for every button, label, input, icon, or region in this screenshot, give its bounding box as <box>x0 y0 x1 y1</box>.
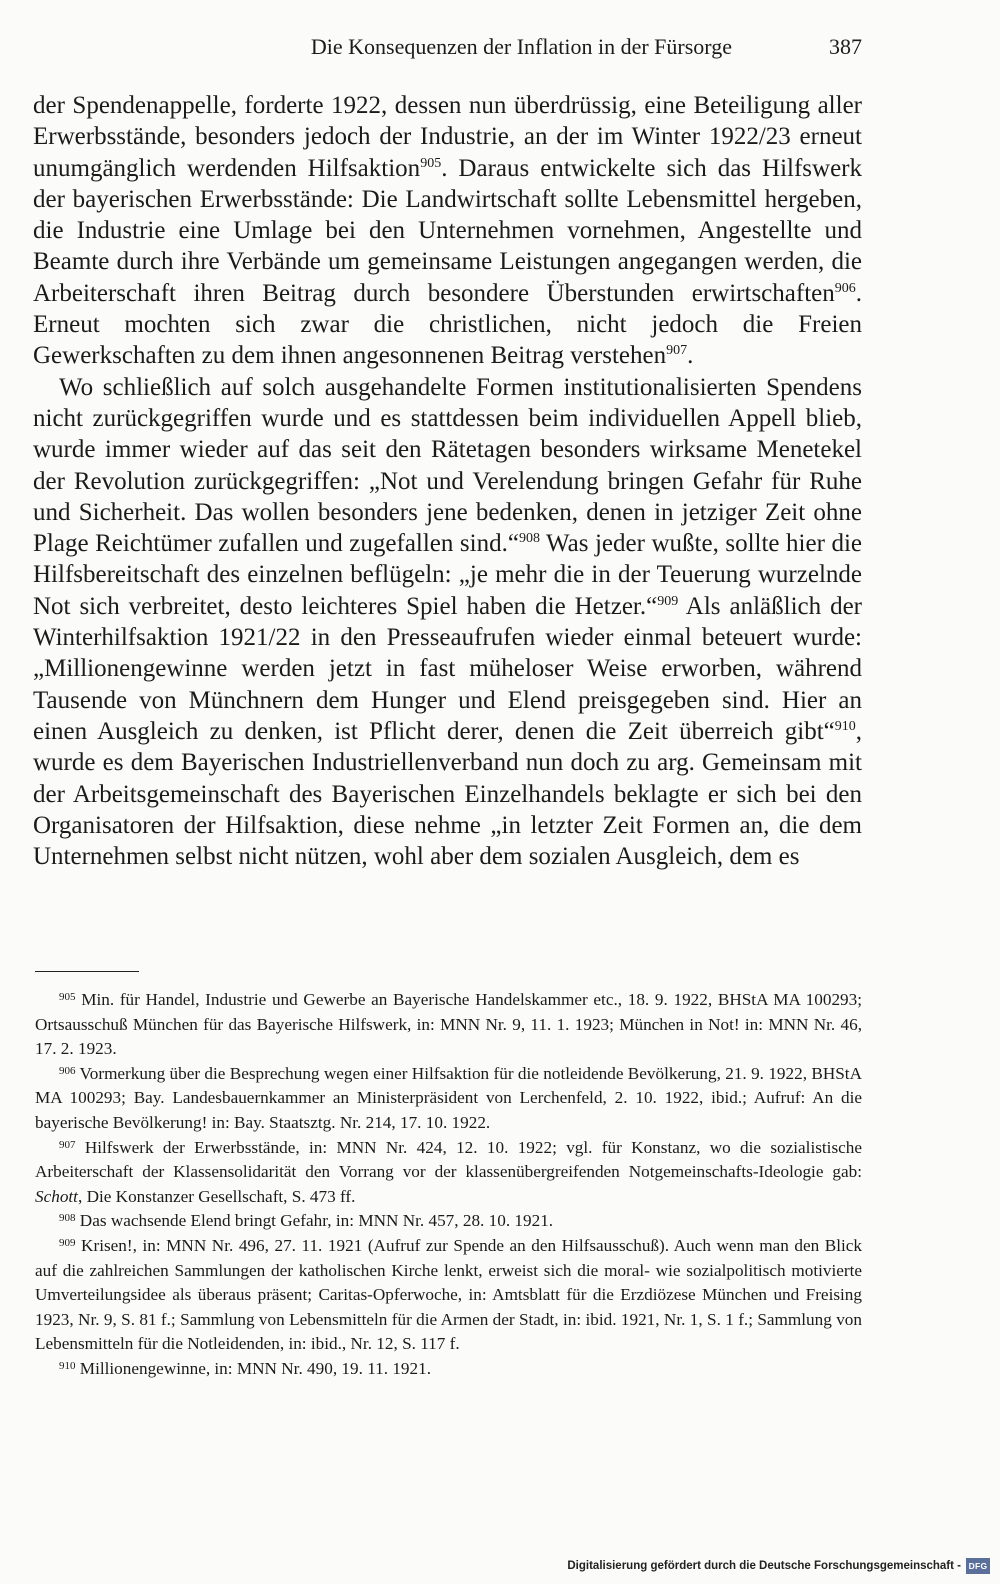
footnote-ref-910[interactable]: 910 <box>834 718 856 734</box>
footnote <box>35 988 862 1062</box>
text-run: Wo schließlich auf solch ausgehandelte Formen institutionalisierten Spendens nicht zurückgegriffen wurde und es stattdessen beim individuellen Appell blieb, wurde immer wieder auf das seit den Rätetagen besonders wirksame Menetekel der Revolution zurückgegriffen: „Not und Verelendung bringen Gefahr für Ruhe und Sicherheit. Das wollen besonders jene bedenken, denen in jetziger Zeit ohne Plage Reichtümer zufallen und zugefallen sind.“ <box>33 373 862 558</box>
footnote-text: Das wachsende Elend bringt Gefahr, in: MNN Nr. 457, 28. 10. 1921. <box>75 1211 554 1231</box>
footnote <box>35 1234 862 1357</box>
footnote <box>35 1357 862 1382</box>
footnote-ref-908[interactable]: 908 <box>518 531 540 547</box>
footnote-ref-909[interactable]: 909 <box>657 593 679 609</box>
footnote-text: Millionengewinne, in: MNN Nr. 490, 19. 11. 1921. <box>75 1358 432 1378</box>
text-run: . <box>687 342 694 370</box>
footnote-ref-906[interactable]: 906 <box>834 280 856 296</box>
text-run: . Daraus entwickelte sich das Hilfswerk der bayerischen Erwerbsstände: Die Landwirtschaft sollte Lebensmittel hergeben, die Industrie eine Umlage bei den Unternehmen vornehmen, Angestellte und Beamte durch ihre Verbände um gemeinsame Leistungen angegangen werden, die Arbeiterschaft ihren Beitrag durch besondere Überstunden erwirtschaften <box>33 154 862 307</box>
text-run: . Erneut mochten sich zwar die christlichen, nicht jedoch die Freien Gewerkschaften zu dem ihnen angesonnenen Beitrag verstehen <box>33 279 862 370</box>
footnote <box>35 1136 862 1210</box>
author-name: Schott <box>35 1186 78 1206</box>
footnote-number: 909 <box>59 1236 76 1249</box>
running-title: Die Konsequenzen der Inflation in der Fürsorge <box>310 34 732 59</box>
running-header <box>33 31 862 63</box>
footnotes <box>35 988 862 1382</box>
footnote <box>35 1209 862 1234</box>
digitization-credit <box>567 1555 990 1577</box>
footnote-number: 910 <box>59 1359 76 1372</box>
footnote-text: Vormerkung über die Besprechung wegen einer Hilfsaktion für die notleidende Bevölkerung, 21. 9. 1922, BHStA MA 100293; Bay. Landesbauernkammer an Ministerpräsident von Lerchenfeld, 2. 10. 1922, ibid.; Aufruf: An die bayerische Bevölkerung! in: Bay. Staatsztg. Nr. 214, 17. 10. 1922. <box>35 1063 862 1132</box>
text-run: , wurde es dem Bayerischen Industriellenverband nun doch zu arg. Gemeinsam mit der Arbeitsgemeinschaft des Bayerischen Einzelhandels beklagte er sich bei den Organisatoren der Hilfsaktion, diese nehme „in letzter Zeit Formen an, die dem Unternehmen selbst nicht nützen, wohl aber dem sozialen Ausgleich, dem es <box>33 717 862 871</box>
text-run: Was jeder wußte, sollte hier die Hilfsbereitschaft des einzelnen beflügeln: „je mehr die in der Teuerung wurzelnde Not sich verbreitet, desto leichteres Spiel haben die Hetzer.“ <box>33 530 862 620</box>
paragraph-2 <box>33 372 862 873</box>
footnote-ref-905[interactable]: 905 <box>420 155 442 171</box>
footnote-number: 908 <box>59 1212 76 1225</box>
footnote-ref-907[interactable]: 907 <box>666 343 688 359</box>
dfg-logo-icon: DFG <box>966 1558 990 1574</box>
page-number: 387 <box>829 34 862 59</box>
footnote-number: 906 <box>59 1064 76 1077</box>
text-run: der Spendenappelle, forderte 1922, dessen nun überdrüssig, eine Beteiligung aller Erwerbsstände, besonders jedoch der Industrie, an der im Winter 1922/23 erneut unumgänglich werdenden Hilfsaktion <box>33 92 862 182</box>
footnote <box>35 1062 862 1136</box>
footnote-number: 907 <box>59 1138 76 1151</box>
text-run: Als anläßlich der Winterhilfsaktion 1921/22 in den Presseaufrufen wieder einmal beteuert wurde: „Millionengewinne werden jetzt in fast müheloser Weise erworben, während Tausende von Münchnern dem Hunger und Elend preisgegeben sind. Hier an einen Ausgleich zu denken, ist Pflicht derer, denen die Zeit überreich gibt“ <box>33 592 862 745</box>
credit-text: Digitalisierung gefördert durch die Deutsche Forschungsgemeinschaft - <box>567 1560 961 1572</box>
main-text <box>33 90 862 872</box>
footnote-text: Hilfswerk der Erwerbsstände, in: MNN Nr. 424, 12. 10. 1922; vgl. für Konstanz, wo die sozialistische Arbeiterschaft der Klassensolidarität den Vorrang vor der klassenübergreifenden Notgemeinschafts-Ideologie gab: <box>35 1137 862 1182</box>
paragraph-1 <box>33 90 862 372</box>
footnote-text: , Die Konstanzer Gesellschaft, S. 473 ff. <box>77 1186 356 1206</box>
footnote-separator <box>35 971 139 972</box>
footnote-text: Min. für Handel, Industrie und Gewerbe an Bayerische Handelskammer etc., 18. 9. 1922, BHStA MA 100293; Ortsausschuß München für das Bayerische Hilfswerk, in: MNN Nr. 9, 11. 1. 1923; München in Not! in: MNN Nr. 46, 17. 2. 1923. <box>35 990 862 1059</box>
footnote-number: 905 <box>59 991 76 1003</box>
footnote-text: Krisen!, in: MNN Nr. 496, 27. 11. 1921 (Aufruf zur Spende an den Hilfsausschuß). Auch wenn man den Blick auf die zahlreichen Sammlungen der katholischen Kirche lenkt, erweist sich die moral- wie sozialpolitisch motivierte Umverteilungsidee als überaus präsent; Caritas-Opferwoche, in: Amtsblatt für die Erzdiözese München und Freising 1923, Nr. 9, S. 81 f.; Sammlung von Lebensmitteln für die Armen der Stadt, in: ibid. 1921, Nr. 1, S. 1 f.; Sammlung von Lebensmitteln für die Notleidenden, in: ibid., Nr. 12, S. 117 f. <box>35 1235 862 1354</box>
